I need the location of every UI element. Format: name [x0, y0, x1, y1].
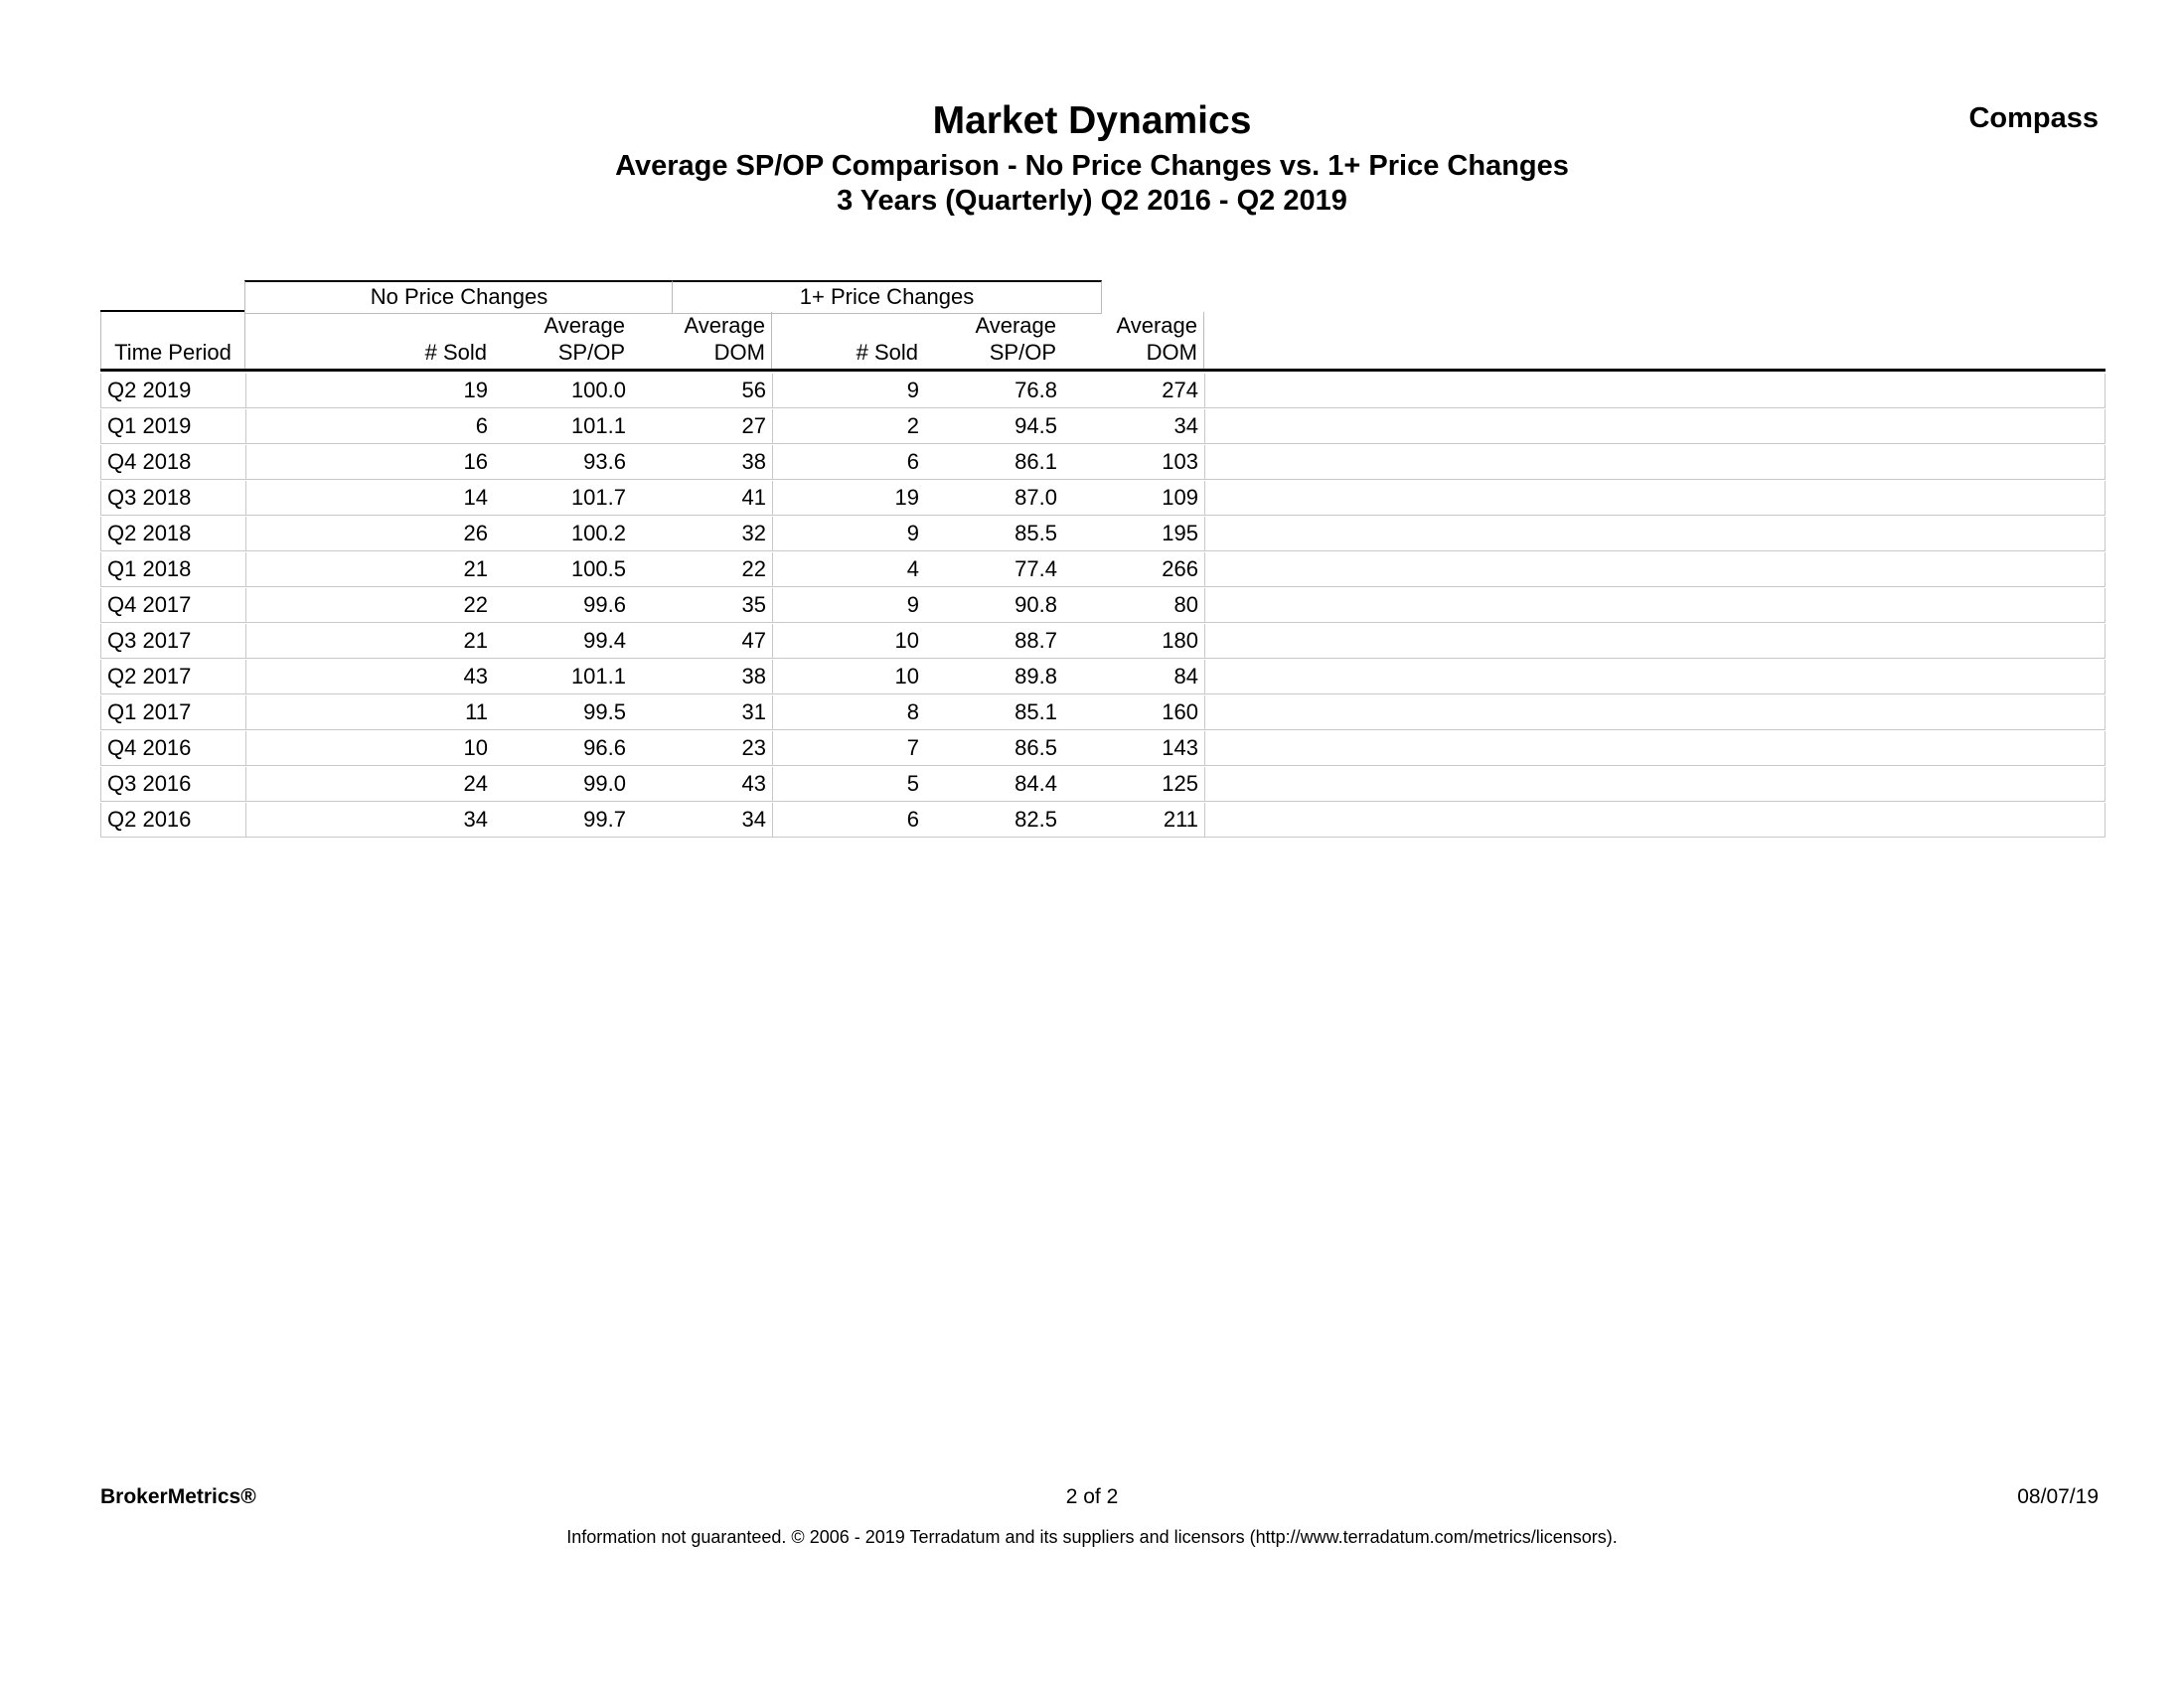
- cell-pc-dom: 103: [1063, 445, 1205, 479]
- col-np-dom: Average DOM: [684, 313, 765, 365]
- cell-pc-spop: 84.4: [1014, 771, 1057, 796]
- cell-period: Q3 2017: [107, 628, 192, 653]
- footer-product-name: BrokerMetrics®: [100, 1485, 256, 1508]
- group-price-changes: 1+ Price Changes: [672, 280, 1102, 314]
- cell-period: Q3 2018: [107, 485, 192, 510]
- cell-np-spop: 100.0: [570, 378, 626, 402]
- col-np-sold: # Sold: [244, 312, 493, 369]
- cell-period: Q4 2017: [107, 592, 192, 617]
- cell-pc-sold: 6: [772, 803, 925, 837]
- cell-pc-spop: 77.4: [1014, 556, 1057, 581]
- cell-pc-spop: 89.8: [1014, 664, 1057, 689]
- cell-np-dom: 43: [741, 771, 766, 796]
- cell-np-spop: 101.7: [570, 485, 626, 510]
- cell-np-dom: 32: [741, 521, 766, 545]
- table-row: [100, 552, 2106, 587]
- cell-pc-sold: 9: [772, 374, 925, 407]
- cell-period: Q1 2017: [107, 699, 192, 724]
- cell-pc-sold: 8: [772, 695, 925, 729]
- cell-np-dom: 35: [741, 592, 766, 617]
- cell-np-spop: 99.6: [583, 592, 626, 617]
- cell-pc-sold: 4: [772, 552, 925, 586]
- cell-np-spop: 101.1: [570, 664, 626, 689]
- cell-pc-dom: 160: [1063, 695, 1205, 729]
- cell-np-spop: 100.2: [570, 521, 626, 545]
- cell-np-spop: 99.4: [583, 628, 626, 653]
- table-row: [100, 374, 2106, 408]
- cell-np-dom: 27: [741, 413, 766, 438]
- cell-pc-spop: 85.5: [1014, 521, 1057, 545]
- table-row: [100, 660, 2106, 694]
- cell-period: Q2 2018: [107, 521, 192, 545]
- cell-np-dom: 23: [741, 735, 766, 760]
- table-row: [100, 481, 2106, 516]
- cell-pc-sold: 6: [772, 445, 925, 479]
- brand-name: Compass: [1968, 102, 2099, 134]
- footer-date: 08/07/19: [2017, 1485, 2099, 1508]
- cell-pc-sold: 19: [772, 481, 925, 515]
- cell-np-sold: 34: [245, 803, 494, 837]
- cell-np-dom: 56: [741, 378, 766, 402]
- cell-np-spop: 93.6: [583, 449, 626, 474]
- cell-np-sold: 19: [245, 374, 494, 407]
- col-pc-sold: # Sold: [771, 312, 924, 369]
- cell-np-sold: 22: [245, 588, 494, 622]
- cell-pc-spop: 86.5: [1014, 735, 1057, 760]
- cell-pc-spop: 85.1: [1014, 699, 1057, 724]
- col-time-period: Time Period: [100, 312, 244, 369]
- cell-pc-sold: 5: [772, 767, 925, 801]
- report-subtitle: Average SP/OP Comparison - No Price Changes vs. 1+ Price Changes: [615, 150, 1569, 182]
- group-no-price-changes: No Price Changes: [244, 280, 673, 314]
- cell-np-spop: 99.0: [583, 771, 626, 796]
- cell-pc-sold: 2: [772, 409, 925, 443]
- table-row: [100, 767, 2106, 802]
- cell-np-sold: 43: [245, 660, 494, 693]
- cell-pc-dom: 274: [1063, 374, 1205, 407]
- cell-period: Q2 2017: [107, 664, 192, 689]
- cell-np-sold: 14: [245, 481, 494, 515]
- table-row: [100, 624, 2106, 659]
- cell-np-dom: 47: [741, 628, 766, 653]
- cell-pc-dom: 266: [1063, 552, 1205, 586]
- cell-pc-sold: 10: [772, 660, 925, 693]
- cell-pc-sold: 9: [772, 517, 925, 550]
- cell-pc-spop: 82.5: [1014, 807, 1057, 832]
- table-row: [100, 695, 2106, 730]
- table-row: [100, 803, 2106, 838]
- cell-np-sold: 6: [245, 409, 494, 443]
- cell-period: Q2 2016: [107, 807, 192, 832]
- cell-pc-dom: 211: [1063, 803, 1205, 837]
- col-pc-spop: Average SP/OP: [975, 313, 1056, 365]
- table-row: [100, 588, 2106, 623]
- cell-pc-spop: 88.7: [1014, 628, 1057, 653]
- cell-np-sold: 11: [245, 695, 494, 729]
- cell-np-sold: 21: [245, 552, 494, 586]
- cell-pc-sold: 9: [772, 588, 925, 622]
- cell-pc-spop: 90.8: [1014, 592, 1057, 617]
- cell-pc-dom: 195: [1063, 517, 1205, 550]
- cell-np-dom: 22: [741, 556, 766, 581]
- table-row: [100, 517, 2106, 551]
- footer-page-number: 2 of 2: [1065, 1485, 1119, 1508]
- table-row: [100, 731, 2106, 766]
- cell-period: Q3 2016: [107, 771, 192, 796]
- column-header-row: [100, 312, 2106, 372]
- footer-disclaimer: Information not guaranteed. © 2006 - 2019 Terradatum and its suppliers and licensors (http://www.terradatum.com/metrics/licensors).: [566, 1527, 1618, 1547]
- cell-np-sold: 24: [245, 767, 494, 801]
- cell-pc-dom: 80: [1063, 588, 1205, 622]
- cell-period: Q1 2019: [107, 413, 192, 438]
- cell-np-dom: 38: [741, 449, 766, 474]
- cell-pc-sold: 7: [772, 731, 925, 765]
- cell-pc-spop: 76.8: [1014, 378, 1057, 402]
- cell-period: Q1 2018: [107, 556, 192, 581]
- cell-np-dom: 34: [741, 807, 766, 832]
- cell-pc-spop: 94.5: [1014, 413, 1057, 438]
- cell-np-sold: 16: [245, 445, 494, 479]
- cell-pc-dom: 84: [1063, 660, 1205, 693]
- cell-pc-dom: 143: [1063, 731, 1205, 765]
- col-pc-dom: Average DOM: [1062, 312, 1204, 369]
- cell-np-spop: 99.7: [583, 807, 626, 832]
- cell-pc-spop: 86.1: [1014, 449, 1057, 474]
- table-row: [100, 445, 2106, 480]
- cell-np-spop: 101.1: [570, 413, 626, 438]
- cell-period: Q2 2019: [107, 378, 192, 402]
- cell-pc-dom: 34: [1063, 409, 1205, 443]
- table-body: [100, 374, 2106, 838]
- market-dynamics-table: [100, 280, 2106, 839]
- cell-np-sold: 26: [245, 517, 494, 550]
- cell-pc-spop: 87.0: [1014, 485, 1057, 510]
- cell-pc-sold: 10: [772, 624, 925, 658]
- cell-np-sold: 10: [245, 731, 494, 765]
- report-period: 3 Years (Quarterly) Q2 2016 - Q2 2019: [837, 185, 1347, 217]
- col-np-spop: Average SP/OP: [544, 313, 625, 365]
- cell-np-spop: 99.5: [583, 699, 626, 724]
- cell-np-spop: 100.5: [570, 556, 626, 581]
- cell-np-sold: 21: [245, 624, 494, 658]
- table-row: [100, 409, 2106, 444]
- cell-pc-dom: 125: [1063, 767, 1205, 801]
- cell-period: Q4 2018: [107, 449, 192, 474]
- group-header-row: [100, 280, 2106, 312]
- cell-np-dom: 31: [741, 699, 766, 724]
- cell-pc-dom: 109: [1063, 481, 1205, 515]
- cell-np-dom: 41: [741, 485, 766, 510]
- page-title: Market Dynamics: [932, 99, 1252, 142]
- cell-pc-dom: 180: [1063, 624, 1205, 658]
- cell-period: Q4 2016: [107, 735, 192, 760]
- cell-np-spop: 96.6: [583, 735, 626, 760]
- cell-np-dom: 38: [741, 664, 766, 689]
